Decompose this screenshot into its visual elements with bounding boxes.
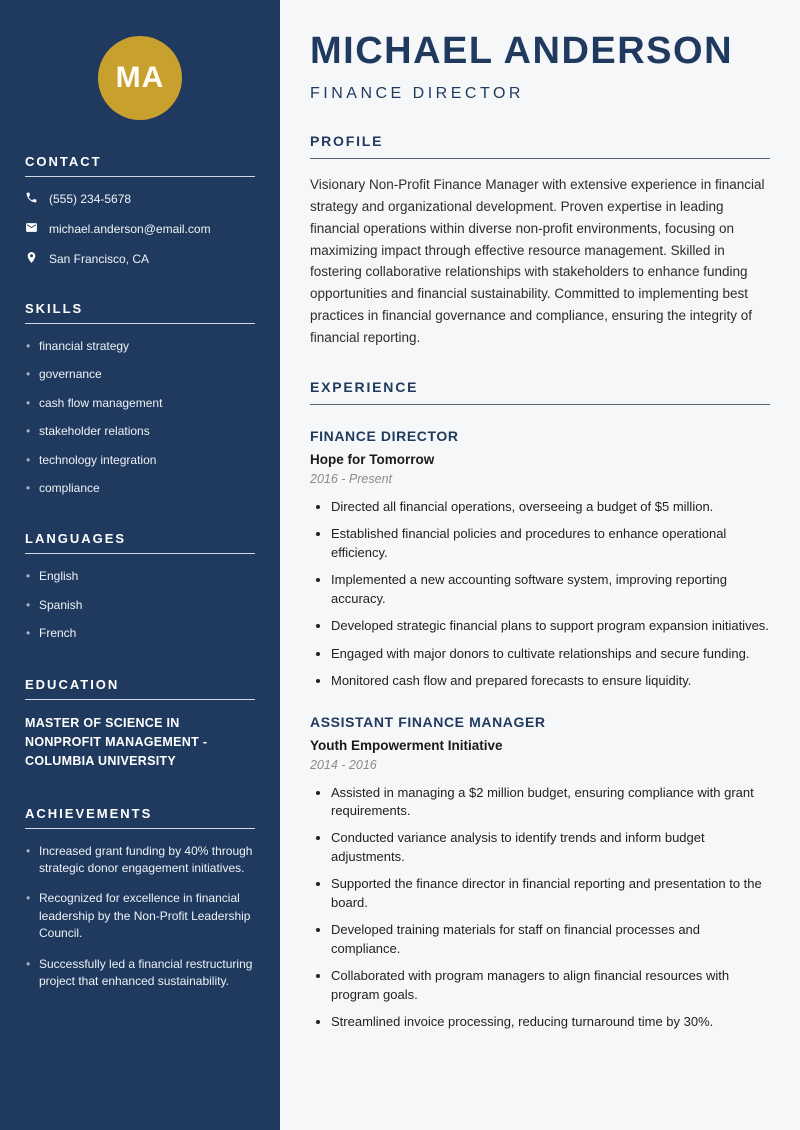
job-bullet: • Supported the finance director in financial reporting and presentation to the board.: [331, 875, 770, 912]
achievement-item: • Increased grant funding by 40% through strategic donor engagement initiatives.: [25, 843, 255, 878]
contact-location: [25, 251, 255, 267]
job-bullet: • Monitored cash flow and prepared forecasts to ensure liquidity.: [331, 672, 770, 690]
job-company: Youth Empowerment Initiative: [310, 737, 503, 753]
email-icon: [25, 221, 38, 237]
achievement-item: • Recognized for excellence in financial leadership by the Non-Profit Leadership Council.: [25, 890, 255, 942]
job-dates: 2014 - 2016: [310, 757, 377, 772]
language-item: • French: [25, 625, 255, 642]
contact-email-text: michael.anderson@email.com: [49, 222, 211, 236]
job-bullet: • Established financial policies and procedures to enhance operational efficiency.: [331, 525, 770, 562]
avatar-wrap: [25, 36, 255, 120]
candidate-name: MICHAEL ANDERSON: [310, 30, 734, 72]
job-bullet: • Directed all financial operations, overseeing a budget of $5 million.: [331, 498, 770, 516]
location-icon: [25, 251, 38, 267]
language-item: • English: [25, 568, 255, 585]
job-company: Hope for Tomorrow: [310, 451, 435, 467]
job-dates: 2016 - Present: [310, 471, 392, 486]
job-bullet: • Assisted in managing a $2 million budget, ensuring compliance with grant requirements.: [331, 784, 770, 821]
job-bullet: • Collaborated with program managers to align financial resources with program goals.: [331, 967, 770, 1004]
achievements-list: [25, 843, 255, 991]
experience-heading: EXPERIENCE: [310, 379, 770, 405]
languages-section: [25, 531, 255, 642]
main-content: [280, 0, 800, 1130]
achievements-heading: ACHIEVEMENTS: [25, 806, 255, 829]
avatar: [98, 36, 182, 120]
sidebar: [0, 0, 280, 1130]
contact-location-text: San Francisco, CA: [49, 252, 150, 266]
skill-item: • compliance: [25, 480, 255, 497]
skill-item: • governance: [25, 366, 255, 383]
job-bullet: • Developed strategic financial plans to support program expansion initiatives.: [331, 617, 770, 635]
job-title: ASSISTANT FINANCE MANAGER: [310, 713, 546, 730]
contact-email: [25, 221, 255, 237]
skills-section: [25, 301, 255, 497]
profile-text: Visionary Non-Profit Finance Manager with extensive experience in financial strategy and organizational development. Proven expertise in leading financial operations within diverse non-profit environments, focusing on maximizing impact through effective resource management. Skilled in fostering collaborative relationships with stakeholders to enhance funding opportunities and financial sustainability. Committed to implementing best practices in financial governance and compliance, ensuring the integrity of financial reporting.: [310, 177, 765, 346]
job-bullets: [310, 784, 770, 1032]
contact-section: [25, 154, 255, 267]
job-bullet: • Conducted variance analysis to identify trends and inform budget adjustments.: [331, 829, 770, 866]
job-bullet: • Developed training materials for staff on financial processes and compliance.: [331, 921, 770, 958]
contact-heading: CONTACT: [25, 154, 255, 177]
languages-heading: LANGUAGES: [25, 531, 255, 554]
languages-list: [25, 568, 255, 642]
skill-item: • technology integration: [25, 452, 255, 469]
achievements-section: [25, 806, 255, 991]
achievement-item: • Successfully led a financial restructuring project that enhanced sustainability.: [25, 956, 255, 991]
education-degree: MASTER OF SCIENCE IN NONPROFIT MANAGEMENT - COLUMBIA UNIVERSITY: [25, 715, 208, 769]
phone-icon: [25, 191, 38, 207]
experience-section: [310, 379, 770, 1032]
skills-list: [25, 338, 255, 497]
candidate-title: FINANCE DIRECTOR: [310, 85, 524, 102]
job-entry: [310, 714, 770, 1032]
profile-heading: PROFILE: [310, 133, 770, 159]
job-bullets: [310, 498, 770, 691]
skill-item: • cash flow management: [25, 395, 255, 412]
job-bullet: • Implemented a new accounting software system, improving reporting accuracy.: [331, 571, 770, 608]
job-title: FINANCE DIRECTOR: [310, 427, 459, 444]
language-item: • Spanish: [25, 597, 255, 614]
job-bullet: • Engaged with major donors to cultivate relationships and secure funding.: [331, 645, 770, 663]
education-heading: EDUCATION: [25, 677, 255, 700]
contact-phone-text: (555) 234-5678: [49, 192, 132, 206]
job-bullet: • Streamlined invoice processing, reducing turnaround time by 30%.: [331, 1013, 770, 1031]
skill-item: • stakeholder relations: [25, 423, 255, 440]
skill-item: • financial strategy: [25, 338, 255, 355]
job-entry: [310, 428, 770, 691]
education-section: [25, 677, 255, 772]
contact-phone: [25, 191, 255, 207]
avatar-initials: MA: [115, 61, 165, 94]
skills-heading: SKILLS: [25, 301, 255, 324]
profile-section: [310, 133, 770, 349]
